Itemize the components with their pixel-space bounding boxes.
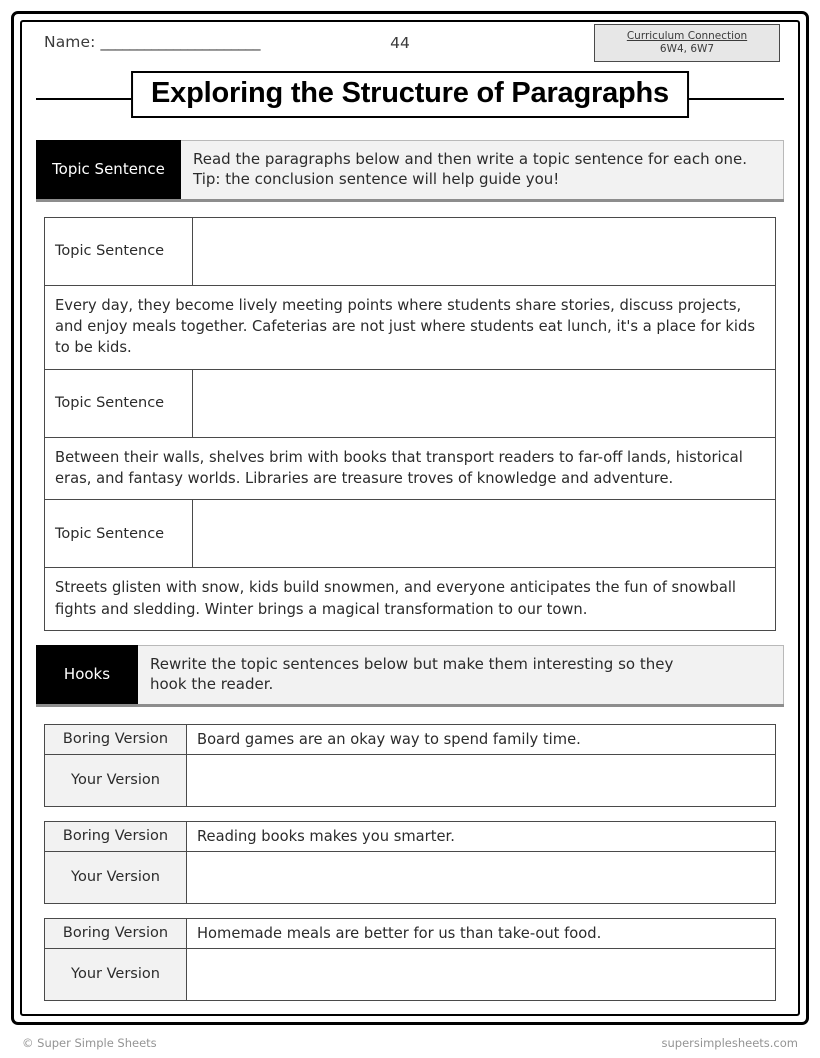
boring-version-label-1: Boring Version [45,724,187,754]
topic-sentence-label-3: Topic Sentence [45,500,193,568]
table-row [45,918,776,948]
page-title-box [131,71,689,118]
curriculum-connection-title: Curriculum Connection [626,29,748,42]
page-title: Exploring the Structure of Paragraphs [151,77,669,109]
boring-version-label-3: Boring Version [45,918,187,948]
footer-website: supersimplesheets.com [661,1036,798,1050]
topic-sentence-answer-1[interactable] [193,217,776,285]
boring-version-text-2: Reading books makes you smarter. [187,821,776,851]
your-version-answer-2[interactable] [187,851,776,903]
instruction-line-1: Rewrite the topic sentences below but make them interesting so they [150,654,674,673]
instruction-line-1: Read the paragraphs below and then write a topic sentence for each one. [193,150,748,168]
hook-block-3 [44,918,776,1001]
section-instruction-topic-sentence [181,140,784,199]
table-row [45,851,776,903]
table-row [45,217,776,285]
worksheet-header [36,22,784,69]
hook-block-2 [44,821,776,904]
table-row [45,754,776,806]
title-band [36,71,784,126]
footer-copyright: © Super Simple Sheets [22,1036,157,1050]
your-version-label-1: Your Version [45,754,187,806]
table-row [45,724,776,754]
table-row [45,369,776,437]
table-row [45,500,776,568]
section-tag-topic-sentence: Topic Sentence [36,140,181,199]
boring-version-text-3: Homemade meals are better for us than take-out food. [187,918,776,948]
boring-version-text-1: Board games are an okay way to spend family time. [187,724,776,754]
worksheet-page [20,20,800,1016]
table-row [45,285,776,369]
topic-sentence-answer-2[interactable] [193,369,776,437]
topic-sentence-label-1: Topic Sentence [45,217,193,285]
topic-sentence-answer-3[interactable] [193,500,776,568]
your-version-label-2: Your Version [45,851,187,903]
instruction-line-2: hook the reader. [150,675,274,694]
your-version-answer-1[interactable] [187,754,776,806]
curriculum-connection-codes: 6W4, 6W7 [659,43,715,55]
page-outer-border [11,11,809,1025]
section-header-hooks [36,645,784,707]
paragraph-text-2: Between their walls, shelves brim with books that transport readers to far-off lands, historical eras, and fantasy worlds. Libraries are treasure troves of knowledge and adventure. [45,437,776,500]
table-row [45,821,776,851]
hook-block-1 [44,724,776,807]
table-row [45,568,776,631]
boring-version-label-2: Boring Version [45,821,187,851]
instruction-line-2: Tip: the conclusion sentence will help guide you! [193,170,560,189]
page-number: 44 [390,34,410,52]
section-instruction-hooks [138,645,784,704]
page-footer [22,1036,798,1050]
section-tag-hooks: Hooks [36,645,138,704]
your-version-label-3: Your Version [45,948,187,1000]
name-label: Name: [44,33,96,51]
your-version-answer-3[interactable] [187,948,776,1000]
topic-sentence-label-2: Topic Sentence [45,369,193,437]
name-blank-line: ______________________ [100,33,260,51]
paragraph-text-3: Streets glisten with snow, kids build snowmen, and everyone anticipates the fun of snowball fights and sledding. Winter brings a magical transformation to our town. [45,568,776,631]
table-row [45,437,776,500]
paragraph-text-1: Every day, they become lively meeting points where students share stories, discuss projects, and enjoy meals together. Cafeterias are not just where students eat lunch, it's a place for kids to be kids. [45,285,776,369]
section-header-topic-sentence [36,140,784,202]
curriculum-connection-box [594,24,780,62]
topic-sentence-table [44,217,776,631]
table-row [45,948,776,1000]
